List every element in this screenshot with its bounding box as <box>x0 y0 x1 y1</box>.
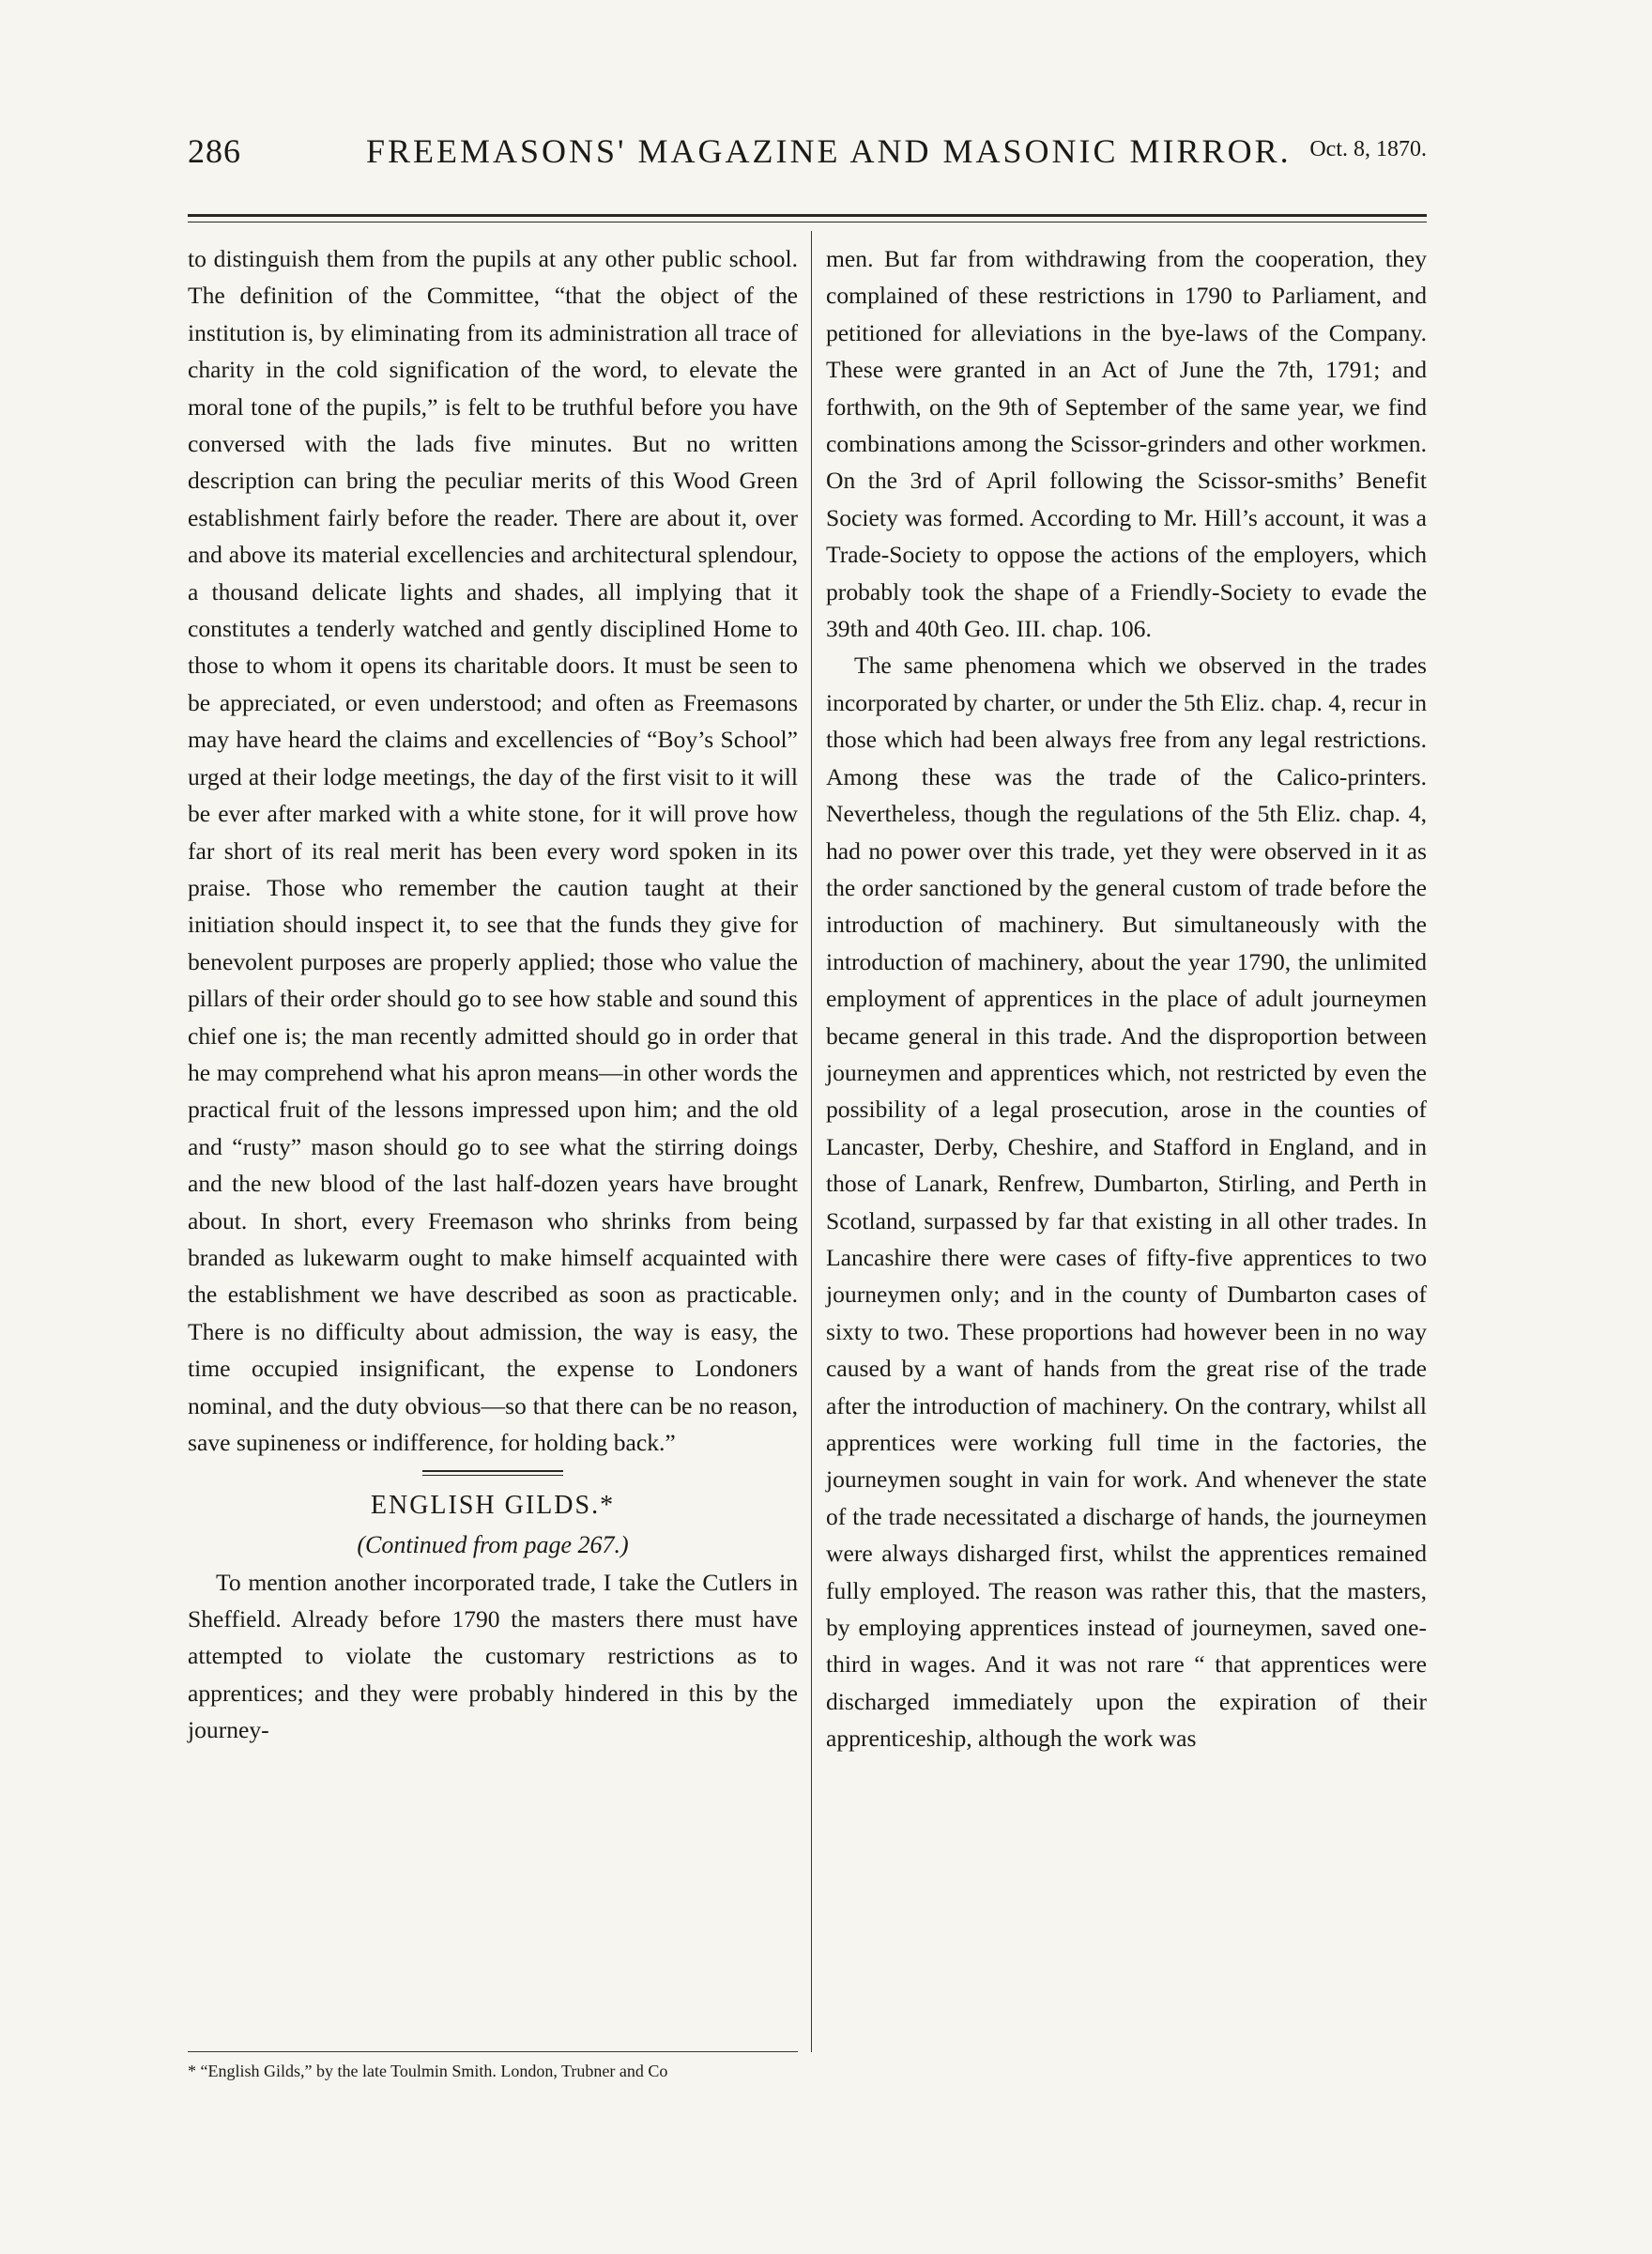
column-divider <box>811 231 812 2052</box>
right-column <box>826 240 1427 1757</box>
left-column <box>188 240 798 1749</box>
article-paragraph: to distinguish them from the pupils at any other public school. The definition of the Committee, “that the object of the institution is, by eliminating from its administration all trace of charity in the cold signification of the word, to elevate the moral tone of the pupils,” is felt to be truthful before you have conversed with the lads five minutes. But no written description can bring the peculiar merits of this Wood Green establishment fairly before the reader. There are about it, over and above its material excellencies and architectural splendour, a thousand delicate lights and shades, all implying that it constitutes a tenderly watched and gently disciplined Home to those to whom it opens its charitable doors. It must be seen to be appreciated, or even understood; and often as Freemasons may have heard the claims and excellencies of “Boy’s School” urged at their lodge meetings, the day of the first visit to it will be ever after marked with a white stone, for it will prove how far short of its real merit has been every word spoken in its praise. Those who remember the caution taught at their initiation should inspect it, to see that the funds they give for benevolent purposes are properly applied; those who value the pillars of their order should go to see how stable and sound this chief one is; the man recently admitted should go in order that he may comprehend what his apron means—in other words the practical fruit of the lessons impressed upon him; and the old and “rusty” mason should go to see what the stirring doings and the new blood of the last half-dozen years have brought about. In short, every Freemason who shrinks from being branded as lukewarm ought to make himself acquainted with the establishment we have described as soon as practicable. There is no difficulty about admission, the way is easy, the time occupied insignificant, the expense to Londoners nominal, and the duty obvious—so that there can be no reason, save supineness or indifference, for holding back.” <box>188 245 798 1456</box>
header-rule <box>188 214 1427 217</box>
footnote-rule <box>188 2051 798 2052</box>
issue-date: Oct. 8, 1870. <box>1309 137 1427 161</box>
article-paragraph: The same phenomena which we observed in the trades incorporated by charter, or under the 5th Eliz. chap. 4, recur in those which had been always free from any legal restrictions. Among these was the trade of the Calico-printers. Nevertheless, though the regulations of the 5th Eliz. chap. 4, had no power over this trade, yet they were observed in it as the order sanctioned by the general custom of trade before the introduction of machinery. But simultaneously with the introduction of machinery, about the year 1790, the unlimited employment of apprentices in the place of adult journeymen became general in this trade. And the disproportion between journeymen and apprentices which, not restricted by even the possibility of a legal prosecution, arose in the counties of Lancaster, Derby, Cheshire, and Stafford in England, and in those of Lanark, Renfrew, Dumbarton, Stirling, and Perth in Scotland, surpassed by far that existing in all other trades. In Lancashire there were cases of fifty-five apprentices to two journeymen only; and in the county of Dumbarton cases of sixty to two. These proportions had however been in no way caused by a want of hands from the great rise of the trade after the introduction of machinery. On the contrary, whilst all apprentices were working full time in the factories, the journeymen sought in vain for work. And whenever the state of the trade necessitated a discharge of hands, the journeymen were always disharged first, whilst the apprentices remained fully employed. The reason was rather this, that the masters, by employing apprentices instead of journeymen, saved one-third in wages. And it was not rare “ that apprentices were discharged immediately upon the expiration of their apprenticeship, although the work was <box>826 652 1427 1753</box>
section-separator <box>422 1470 563 1476</box>
section-title: ENGLISH GILDS.* <box>370 1491 616 1521</box>
article-paragraph: To mention another incorporated trade, I take the Cutlers in Sheffield. Already before 1790 the masters there must have attempted to violate the customary restrictions as to apprentices; and they were probably hindered in this by the journey- <box>188 1568 798 1744</box>
page-header <box>169 131 1427 188</box>
running-title: FREEMASONS' MAGAZINE AND MASONIC MIRROR. <box>366 132 1292 170</box>
article-paragraph: men. But far from withdrawing from the cooperation, they complained of these restrictions in 1790 to Parliament, and petitioned for alleviations in the bye-laws of the Company. These were granted in an Act of June the 7th, 1791; and forthwith, on the 9th of September of the same year, we find combinations among the Scissor-grinders and other workmen. On the 3rd of April following the Scissor-smiths’ Benefit Society was formed. According to Mr. Hill’s account, it was a Trade-Society to oppose the actions of the employers, which probably took the shape of a Friendly-Society to evade the 39th and 40th Geo. III. chap. 106. <box>826 245 1427 643</box>
footnote: * “English Gilds,” by the late Toulmin Smith. London, Trubner and Co <box>188 2062 668 2080</box>
page-number: 286 <box>188 132 241 170</box>
section-subtitle: (Continued from page 267.) <box>357 1530 629 1558</box>
